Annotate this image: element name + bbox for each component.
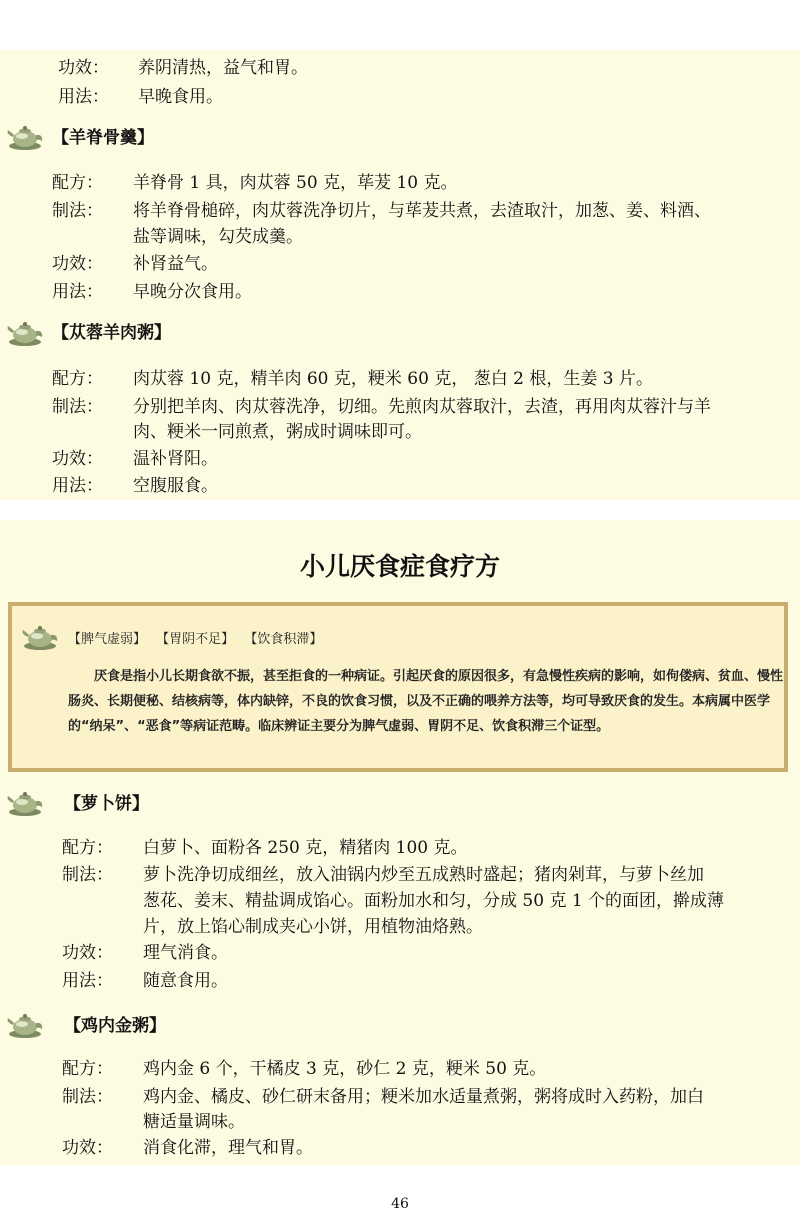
syndrome-tags <box>68 628 328 647</box>
formula-label: 配方： <box>52 369 103 389</box>
formula-label: 配方： <box>62 1059 113 1079</box>
intro-paragraph: 厌食是指小儿长期食欲不振，甚至拒食的一种病证。引起厌食的原因很多，有急慢性疾病的影响，如佝偻病、贫血、慢性肠炎、长期便秘、结核病等，体内缺锌，不良的饮食习惯，以及不正确的喂养方法等，均可导致厌食的发生。本病属中医学的“纳呆”、“恶食”等病证范畴。临床辨证主要分为脾气虚弱、胃阴不足、饮食积滞三个证型。 <box>68 669 784 734</box>
formula-label: 配方： <box>52 173 103 193</box>
method-text-line1: 萝卜洗净切成细丝，放入油锅内炒至五成熟时盛起；猪肉剁茸，与萝卜丝加 <box>143 865 704 885</box>
method-text-line2: 肉、粳米一同煎煮，粥成时调味即可。 <box>133 422 422 442</box>
usage-text: 早晚分次食用。 <box>133 282 252 302</box>
method-text-line2: 葱花、姜末、精盐调成馅心。面粉加水和匀，分成 50 克 1 个的面团，擀成薄 <box>143 891 725 911</box>
method-label: 制法： <box>52 201 103 221</box>
teapot-icon <box>20 622 60 652</box>
efficacy-label: 功效： <box>58 58 109 78</box>
usage-text: 早晚食用。 <box>138 87 223 107</box>
method-text-line1: 将羊脊骨槌碎，肉苁蓉洗净切片，与荜茇共煮，去渣取汁，加葱、姜、料酒、 <box>133 201 711 221</box>
efficacy-text: 温补肾阳。 <box>133 449 218 469</box>
usage-label: 用法： <box>58 87 109 107</box>
page-number: 46 <box>391 1196 409 1212</box>
efficacy-text: 补肾益气。 <box>133 254 218 274</box>
tag-stomach-yin-deficiency: 【胃阴不足】 <box>156 632 235 647</box>
efficacy-label: 功效： <box>52 449 103 469</box>
method-label: 制法： <box>62 865 113 885</box>
efficacy-label: 功效： <box>52 254 103 274</box>
usage-label: 用法： <box>62 971 113 991</box>
intro-box <box>8 602 788 772</box>
efficacy-text: 消食化滞，理气和胃。 <box>143 1138 313 1158</box>
method-text-line1: 鸡内金、橘皮、砂仁研末备用；粳米加水适量煮粥，粥将成时入药粉，加白 <box>143 1087 704 1107</box>
method-text-line1: 分别把羊肉、肉苁蓉洗净，切细。先煎肉苁蓉取汁，去渣，再用肉苁蓉汁与羊 <box>133 397 711 417</box>
teapot-icon <box>5 122 45 152</box>
formula-text: 羊脊骨 1 具，肉苁蓉 50 克，荜茇 10 克。 <box>133 173 458 193</box>
method-text-line2: 糖适量调味。 <box>143 1112 245 1132</box>
method-label: 制法： <box>52 397 103 417</box>
teapot-icon <box>5 1010 45 1040</box>
recipe-title: 【萝卜饼】 <box>64 794 149 814</box>
recipe-title: 【羊脊骨羹】 <box>52 128 154 148</box>
efficacy-text: 养阴清热，益气和胃。 <box>138 58 308 78</box>
usage-text: 空腹服食。 <box>133 476 218 496</box>
formula-text: 鸡内金 6 个，干橘皮 3 克，砂仁 2 克，粳米 50 克。 <box>143 1059 547 1079</box>
recipe-title: 【苁蓉羊肉粥】 <box>52 323 171 343</box>
efficacy-text: 理气消食。 <box>143 943 228 963</box>
efficacy-label: 功效： <box>62 1138 113 1158</box>
efficacy-label: 功效： <box>62 943 113 963</box>
method-label: 制法： <box>62 1087 113 1107</box>
usage-label: 用法： <box>52 282 103 302</box>
teapot-icon <box>5 788 45 818</box>
teapot-icon <box>5 318 45 348</box>
section-title: 小儿厌食症食疗方 <box>299 552 500 581</box>
recipe-title: 【鸡内金粥】 <box>64 1016 166 1036</box>
usage-text: 随意食用。 <box>143 971 228 991</box>
formula-text: 肉苁蓉 10 克，精羊肉 60 克，粳米 60 克， 葱白 2 根，生姜 3 片。 <box>133 369 653 389</box>
tag-spleen-qi-deficiency: 【脾气虚弱】 <box>68 632 147 647</box>
method-text-line3: 片，放上馅心制成夹心小饼，用植物油烙熟。 <box>143 917 483 937</box>
formula-label: 配方： <box>62 838 113 858</box>
formula-text: 白萝卜、面粉各 250 克，精猪肉 100 克。 <box>143 838 468 858</box>
tag-food-stagnation: 【饮食积滞】 <box>244 632 323 647</box>
method-text-line2: 盐等调味，勾芡成羹。 <box>133 227 303 247</box>
usage-label: 用法： <box>52 476 103 496</box>
